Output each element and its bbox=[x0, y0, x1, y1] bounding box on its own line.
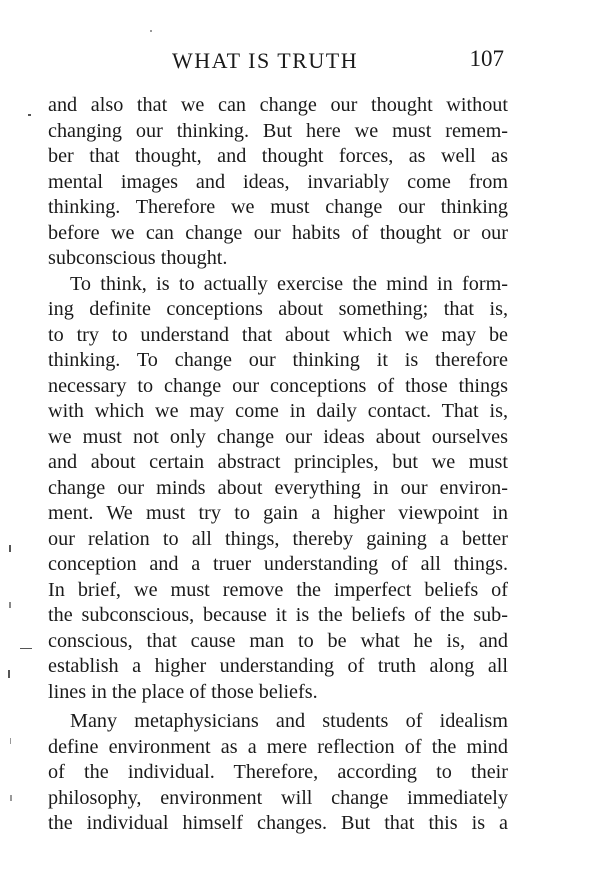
text-line: the individual himself changes. But that this is a bbox=[48, 812, 508, 834]
text-line: necessary to change our conceptions of those things bbox=[48, 374, 508, 397]
text-line: conception and a truer understanding of all things. bbox=[48, 553, 508, 575]
text-line: lines in the place of those beliefs. bbox=[48, 680, 318, 703]
scan-speck bbox=[9, 602, 11, 608]
text-line: thinking. Therefore we must change our thinking bbox=[48, 196, 508, 218]
text-line: mental images and ideas, invariably come from bbox=[48, 170, 508, 193]
text-line: our relation to all things, thereby gaining a better bbox=[48, 527, 508, 550]
text-line: Many metaphysicians and students of idealism bbox=[70, 710, 508, 732]
text-line: In brief, we must remove the imperfect beliefs of bbox=[48, 578, 508, 601]
scan-speck bbox=[9, 545, 11, 552]
text-line: define environment as a mere reflection of the mind bbox=[48, 735, 508, 758]
text-line: with which we may come in daily contact. That is, bbox=[48, 400, 508, 422]
text-line: ing definite conceptions about something; that is, bbox=[48, 298, 508, 320]
text-line: and also that we can change our thought without bbox=[48, 94, 508, 116]
paragraph bbox=[48, 93, 508, 272]
scan-speck bbox=[28, 114, 31, 116]
paragraph bbox=[48, 272, 508, 706]
scan-speck bbox=[10, 795, 12, 801]
text-line: changing our thinking. But here we must remem- bbox=[48, 119, 508, 142]
text-line: change our minds about everything in our environ- bbox=[48, 476, 508, 499]
text-line: and about certain abstract principles, but we must bbox=[48, 451, 508, 473]
text-line: the subconscious, because it is the beliefs of the sub- bbox=[48, 604, 508, 626]
text-line: philosophy, environment will change immediately bbox=[48, 786, 508, 809]
text-line: conscious, that cause man to be what he is, and bbox=[48, 629, 508, 652]
scan-speck bbox=[8, 670, 10, 678]
text-line: To think, is to actually exercise the mind in form- bbox=[70, 272, 508, 295]
paragraph bbox=[48, 709, 508, 837]
text-line: we must not only change our ideas about ourselves bbox=[48, 425, 508, 448]
scan-speck bbox=[150, 30, 152, 32]
text-line: to try to understand that about which we may be bbox=[48, 323, 508, 346]
scan-speck bbox=[10, 738, 11, 744]
text-line: ment. We must try to gain a higher viewpoint in bbox=[48, 502, 508, 524]
text-line: thinking. To change our thinking it is therefore bbox=[48, 349, 508, 371]
scan-speck bbox=[20, 648, 32, 649]
text-line: establish a higher understanding of truth along all bbox=[48, 655, 508, 677]
running-title: WHAT IS TRUTH bbox=[172, 48, 359, 73]
text-line: before we can change our habits of thought or our bbox=[48, 221, 508, 244]
text-line: subconscious thought. bbox=[48, 247, 228, 269]
text-line: ber that thought, and thought forces, as well as bbox=[48, 145, 508, 167]
text-line: of the individual. Therefore, according to their bbox=[48, 761, 508, 783]
page-number: 107 bbox=[469, 46, 504, 71]
running-head bbox=[48, 48, 508, 78]
body-text bbox=[48, 93, 508, 837]
